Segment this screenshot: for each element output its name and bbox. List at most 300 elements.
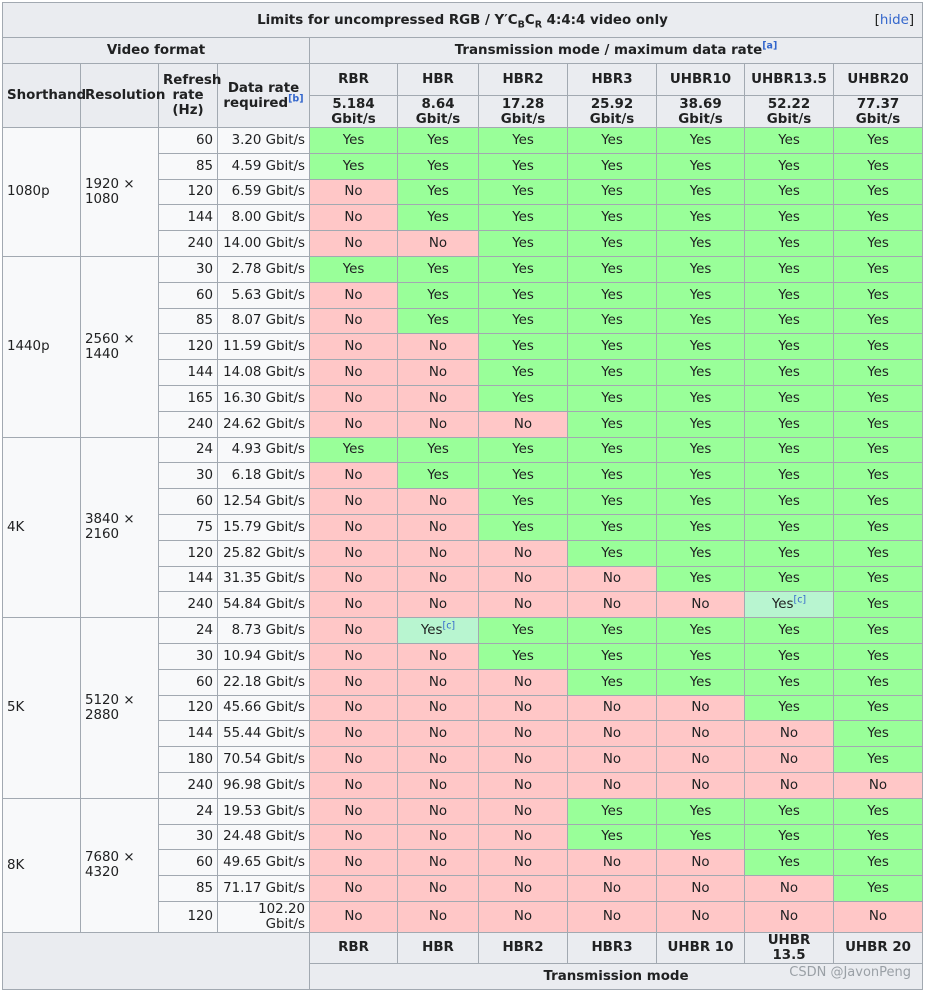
support-yes-cell: Yes	[568, 153, 657, 179]
refresh-rate-cell: 144	[159, 205, 218, 231]
data-rate-cell: 6.59 Gbit/s	[218, 179, 310, 205]
support-yes-cell: Yes	[479, 179, 568, 205]
support-yes-cell: Yes	[834, 824, 923, 850]
support-yes-cell: Yes	[834, 540, 923, 566]
support-no-cell: No	[398, 489, 479, 515]
support-no-cell: No	[479, 721, 568, 747]
table-row	[3, 798, 923, 824]
support-yes-cell: Yes	[745, 308, 834, 334]
support-yes-cell: Yes	[568, 643, 657, 669]
support-yes-cell: Yes	[657, 514, 745, 540]
support-no-cell: No	[398, 592, 479, 618]
shorthand-cell: 1080p	[3, 128, 81, 257]
support-no-cell: No	[310, 643, 398, 669]
support-yes-cell: Yes	[834, 231, 923, 257]
support-yes-cell: Yes	[834, 282, 923, 308]
refresh-rate-cell: 24	[159, 618, 218, 644]
data-rate-cell: 3.20 Gbit/s	[218, 128, 310, 154]
note-a-link[interactable]: [a]	[762, 40, 778, 52]
table-row	[3, 618, 923, 644]
support-yes-cell: Yes	[745, 463, 834, 489]
mode-name-uhbr10: UHBR10	[657, 64, 745, 96]
support-yes-cell: Yes	[398, 205, 479, 231]
support-yes-cell: Yes	[745, 798, 834, 824]
support-no-cell: No	[398, 360, 479, 386]
refresh-rate-cell: 60	[159, 489, 218, 515]
data-rate-cell: 14.08 Gbit/s	[218, 360, 310, 386]
support-no-cell: No	[310, 463, 398, 489]
refresh-rate-cell: 144	[159, 566, 218, 592]
support-no-cell: No	[479, 747, 568, 773]
support-no-cell: No	[310, 747, 398, 773]
mode-rate-rbr: 5.184 Gbit/s	[310, 96, 398, 128]
support-no-cell: No	[479, 772, 568, 798]
support-no-cell: No	[479, 901, 568, 932]
support-no-cell: No	[568, 695, 657, 721]
support-yes-cell: Yes	[834, 695, 923, 721]
data-rate-cell: 14.00 Gbit/s	[218, 231, 310, 257]
support-yes-cell: Yes	[479, 231, 568, 257]
support-no-cell: No	[479, 695, 568, 721]
support-no-cell: No	[310, 282, 398, 308]
support-yes-cell: Yes	[657, 489, 745, 515]
support-yes-cell: Yes	[398, 179, 479, 205]
support-yes-cell: Yes	[479, 643, 568, 669]
support-no-cell: No	[310, 540, 398, 566]
footer-transmission-label: Transmission mode	[310, 963, 923, 989]
support-yes-cell: Yes	[657, 643, 745, 669]
support-yes-cell: Yes	[568, 437, 657, 463]
refresh-rate-cell: 144	[159, 721, 218, 747]
note-c	[442, 621, 455, 632]
refresh-rate-cell: 120	[159, 901, 218, 932]
support-yes-cell: Yes	[745, 282, 834, 308]
support-yes-cell: Yes	[834, 411, 923, 437]
support-no-cell: No	[310, 566, 398, 592]
support-yes-cell: Yes	[479, 463, 568, 489]
transmission-mode-header: Transmission mode / maximum data rate[a]	[310, 38, 923, 64]
note-c-link[interactable]: [c]	[793, 594, 807, 606]
watermark: CSDN @JavonPeng	[789, 965, 911, 980]
shorthand-cell: 8K	[3, 798, 81, 932]
support-yes-cell: Yes	[657, 282, 745, 308]
support-yes-cell: Yes	[657, 437, 745, 463]
support-yes-cell: Yes	[834, 128, 923, 154]
support-yes-cell: Yes	[657, 231, 745, 257]
shorthand-cell: 5K	[3, 618, 81, 799]
support-no-cell: No	[398, 747, 479, 773]
refresh-rate-cell: 120	[159, 695, 218, 721]
support-yes-cell: Yes	[568, 334, 657, 360]
support-yes-cell: Yes	[834, 179, 923, 205]
support-yes-cell: Yes	[657, 385, 745, 411]
refresh-rate-cell: 24	[159, 437, 218, 463]
refresh-rate-cell: 85	[159, 308, 218, 334]
support-yes-cell: Yes	[834, 360, 923, 386]
support-yes-cell: Yes	[834, 618, 923, 644]
support-no-cell: No	[398, 876, 479, 902]
support-yes-cell: Yes	[657, 256, 745, 282]
resolution-cell: 2560 × 1440	[81, 256, 159, 437]
support-no-cell: No	[657, 772, 745, 798]
support-yes-cell: Yes	[834, 437, 923, 463]
compatibility-table	[2, 2, 923, 990]
support-yes-cell: Yes	[479, 514, 568, 540]
footer-mode-4: UHBR 10	[657, 932, 745, 963]
support-yes-cell: Yes	[568, 798, 657, 824]
data-rate-cell: 54.84 Gbit/s	[218, 592, 310, 618]
support-yes-cell: Yes	[657, 360, 745, 386]
support-yes-cell: Yes	[657, 205, 745, 231]
support-no-cell: No	[479, 798, 568, 824]
refresh-rate-cell: 30	[159, 824, 218, 850]
support-yes-cell: Yes	[479, 205, 568, 231]
support-no-cell: No	[398, 514, 479, 540]
support-yes-cell: Yes	[568, 514, 657, 540]
refresh-rate-cell: 120	[159, 334, 218, 360]
refresh-rate-cell: 30	[159, 643, 218, 669]
support-yes-cell: Yes	[568, 179, 657, 205]
support-yes-cell: Yes	[834, 747, 923, 773]
data-rate-cell: 2.78 Gbit/s	[218, 256, 310, 282]
data-rate-cell: 22.18 Gbit/s	[218, 669, 310, 695]
data-rate-cell: 8.00 Gbit/s	[218, 205, 310, 231]
support-yes-cell: Yes	[479, 334, 568, 360]
resolution-cell: 7680 × 4320	[81, 798, 159, 932]
title-text: Limits for uncompressed RGB / $Y'C_BC_R$ 4:4:4 video only	[257, 12, 668, 31]
data-rate-cell: 11.59 Gbit/s	[218, 334, 310, 360]
resolution-header: Resolution	[81, 64, 159, 128]
support-yes-cell: Yes	[657, 308, 745, 334]
shorthand-header: Shorthand	[3, 64, 81, 128]
table-title	[3, 3, 923, 38]
support-yes-cell: Yes	[834, 463, 923, 489]
support-no-cell: No	[568, 850, 657, 876]
support-yes-cell: Yes	[745, 643, 834, 669]
support-no-cell: No	[398, 695, 479, 721]
support-yes-cell: Yes	[745, 385, 834, 411]
refresh-rate-cell: 240	[159, 592, 218, 618]
support-no-cell: No	[657, 747, 745, 773]
mode-name-hbr3: HBR3	[568, 64, 657, 96]
support-no-cell: No	[310, 618, 398, 644]
data-rate-cell: 102.20 Gbit/s	[218, 901, 310, 932]
support-no-cell: No	[398, 824, 479, 850]
support-yes-cell: Yes	[657, 179, 745, 205]
support-yes-cell: Yes	[834, 514, 923, 540]
support-no-cell: No	[745, 747, 834, 773]
conditional-yes-label: Yes	[771, 597, 794, 613]
refresh-rate-cell: 120	[159, 540, 218, 566]
support-yes-cell: Yes	[568, 489, 657, 515]
support-no-cell: No	[479, 540, 568, 566]
support-yes-cell: Yes	[745, 514, 834, 540]
support-yes-cell: Yes	[834, 308, 923, 334]
support-yes-cell: Yes	[834, 566, 923, 592]
support-no-cell: No	[568, 566, 657, 592]
support-no-cell: No	[310, 205, 398, 231]
support-no-cell: No	[479, 411, 568, 437]
support-yes-cell: Yes	[745, 205, 834, 231]
support-no-cell: No	[745, 876, 834, 902]
support-yes-cell: Yes	[745, 669, 834, 695]
support-yes-cell: Yes	[834, 721, 923, 747]
support-no-cell: No	[834, 772, 923, 798]
support-yes-cell: Yes	[657, 411, 745, 437]
support-no-cell: No	[568, 901, 657, 932]
support-yes-cell: Yes	[479, 256, 568, 282]
footer-mode-0: RBR	[310, 932, 398, 963]
support-no-cell: No	[398, 643, 479, 669]
support-no-cell: No	[398, 669, 479, 695]
support-yes-cell: Yes	[568, 540, 657, 566]
data-rate-header: Data rate required[b]	[218, 64, 310, 128]
footer-blank	[3, 932, 310, 989]
data-rate-cell: 8.73 Gbit/s	[218, 618, 310, 644]
data-rate-cell: 25.82 Gbit/s	[218, 540, 310, 566]
support-yes-cell: Yes	[745, 360, 834, 386]
mode-rate-uhbr13-5: 52.22 Gbit/s	[745, 96, 834, 128]
data-rate-cell: 96.98 Gbit/s	[218, 772, 310, 798]
support-yes-cell: Yes	[398, 282, 479, 308]
shorthand-cell: 1440p	[3, 256, 81, 437]
support-yes-cell: Yes	[398, 437, 479, 463]
data-rate-cell: 71.17 Gbit/s	[218, 876, 310, 902]
support-yes-cell: Yes	[398, 153, 479, 179]
support-yes-cell: Yes	[398, 308, 479, 334]
data-rate-cell: 4.93 Gbit/s	[218, 437, 310, 463]
support-no-cell: No	[479, 592, 568, 618]
support-yes-cell: Yes	[568, 256, 657, 282]
support-yes-cell: Yes	[834, 489, 923, 515]
support-yes-cell: Yes	[745, 128, 834, 154]
refresh-rate-cell: 144	[159, 360, 218, 386]
support-no-cell: No	[398, 411, 479, 437]
support-yes-cell: Yes	[745, 411, 834, 437]
refresh-rate-cell: 60	[159, 669, 218, 695]
support-yes-cell: Yes	[479, 308, 568, 334]
data-rate-cell: 19.53 Gbit/s	[218, 798, 310, 824]
support-no-cell: No	[398, 566, 479, 592]
resolution-cell: 1920 × 1080	[81, 128, 159, 257]
support-no-cell: No	[568, 876, 657, 902]
support-yes-cell: Yes	[657, 540, 745, 566]
hide-link[interactable]: hide	[879, 13, 909, 28]
support-yes-cell: Yes	[479, 153, 568, 179]
support-no-cell: No	[310, 772, 398, 798]
support-yes-cell: Yes	[834, 256, 923, 282]
hide-toggle: [hide]	[874, 13, 915, 28]
support-yes-cell: Yes	[310, 128, 398, 154]
resolution-cell: 3840 × 2160	[81, 437, 159, 618]
support-yes-cell: Yes	[834, 385, 923, 411]
mode-rate-hbr: 8.64 Gbit/s	[398, 96, 479, 128]
refresh-rate-cell: 60	[159, 282, 218, 308]
support-yes-cell: Yes	[745, 850, 834, 876]
refresh-rate-cell: 30	[159, 256, 218, 282]
table-row	[3, 256, 923, 282]
support-no-cell: No	[568, 721, 657, 747]
mode-rate-hbr3: 25.92 Gbit/s	[568, 96, 657, 128]
support-no-cell: No	[745, 721, 834, 747]
data-rate-cell: 24.62 Gbit/s	[218, 411, 310, 437]
support-no-cell: No	[310, 308, 398, 334]
support-no-cell: No	[310, 721, 398, 747]
support-no-cell: No	[568, 592, 657, 618]
support-yes-cell: Yes	[657, 798, 745, 824]
support-yes-cell: Yes	[568, 282, 657, 308]
support-yes-cell: Yes	[568, 669, 657, 695]
support-no-cell: No	[310, 231, 398, 257]
support-yes-cell: Yes	[657, 334, 745, 360]
support-yes-cell: Yes	[834, 334, 923, 360]
support-yes-cell: Yes	[479, 437, 568, 463]
support-no-cell: No	[479, 850, 568, 876]
support-no-cell: No	[657, 876, 745, 902]
mode-rate-hbr2: 17.28 Gbit/s	[479, 96, 568, 128]
support-no-cell: No	[568, 747, 657, 773]
support-no-cell: No	[310, 901, 398, 932]
support-no-cell: No	[310, 669, 398, 695]
data-rate-cell: 24.48 Gbit/s	[218, 824, 310, 850]
data-rate-cell: 45.66 Gbit/s	[218, 695, 310, 721]
support-no-cell: No	[310, 695, 398, 721]
support-yes-cell: Yes	[568, 463, 657, 489]
footer-mode-3: HBR3	[568, 932, 657, 963]
support-no-cell: No	[310, 850, 398, 876]
support-no-cell: No	[479, 876, 568, 902]
support-yes-cell: Yes	[568, 618, 657, 644]
refresh-rate-cell: 75	[159, 514, 218, 540]
table-row	[3, 437, 923, 463]
support-yes-cell: Yes	[834, 850, 923, 876]
support-yes-cell: Yes	[745, 437, 834, 463]
support-yes-cell: Yes	[745, 824, 834, 850]
support-yes-cell: Yes	[657, 128, 745, 154]
support-no-cell: No	[398, 772, 479, 798]
data-rate-cell: 55.44 Gbit/s	[218, 721, 310, 747]
data-rate-cell: 15.79 Gbit/s	[218, 514, 310, 540]
refresh-rate-header: Refresh rate (Hz)	[159, 64, 218, 128]
conditional-yes-label: Yes	[420, 623, 443, 639]
footer-mode-2: HBR2	[479, 932, 568, 963]
support-yes-cell: Yes	[657, 463, 745, 489]
data-rate-cell: 10.94 Gbit/s	[218, 643, 310, 669]
support-yes-cell: Yes	[310, 153, 398, 179]
data-rate-cell: 8.07 Gbit/s	[218, 308, 310, 334]
data-rate-cell: 5.63 Gbit/s	[218, 282, 310, 308]
support-no-cell: No	[310, 334, 398, 360]
support-no-cell: No	[398, 721, 479, 747]
support-no-cell: No	[398, 231, 479, 257]
support-no-cell: No	[310, 592, 398, 618]
support-no-cell: No	[657, 901, 745, 932]
support-yes-cell: Yes	[568, 360, 657, 386]
footer-mode-6: UHBR 20	[834, 932, 923, 963]
footer-mode-5: UHBR 13.5	[745, 932, 834, 963]
support-no-cell: No	[745, 772, 834, 798]
support-yes-cell: Yes	[479, 282, 568, 308]
support-no-cell: No	[310, 824, 398, 850]
support-yes-cell: Yes	[310, 256, 398, 282]
note-b-link[interactable]: [b]	[288, 93, 304, 105]
refresh-rate-cell: 180	[159, 747, 218, 773]
support-yes-cell: Yes	[745, 489, 834, 515]
mode-rate-uhbr20: 77.37 Gbit/s	[834, 96, 923, 128]
support-conditional-cell	[398, 618, 479, 644]
support-no-cell: No	[657, 695, 745, 721]
support-yes-cell: Yes	[479, 128, 568, 154]
support-yes-cell: Yes	[745, 618, 834, 644]
support-no-cell: No	[398, 334, 479, 360]
support-no-cell: No	[398, 850, 479, 876]
support-yes-cell: Yes	[657, 669, 745, 695]
note-c-link[interactable]: [c]	[442, 620, 456, 632]
refresh-rate-cell: 240	[159, 231, 218, 257]
data-rate-cell: 31.35 Gbit/s	[218, 566, 310, 592]
refresh-rate-cell: 60	[159, 128, 218, 154]
table-row	[3, 128, 923, 154]
support-yes-cell: Yes	[834, 798, 923, 824]
support-yes-cell: Yes	[834, 592, 923, 618]
refresh-rate-cell: 85	[159, 876, 218, 902]
footer-mode-1: HBR	[398, 932, 479, 963]
support-yes-cell: Yes	[745, 256, 834, 282]
support-yes-cell: Yes	[479, 489, 568, 515]
support-yes-cell: Yes	[657, 824, 745, 850]
support-yes-cell: Yes	[568, 231, 657, 257]
support-yes-cell: Yes	[398, 256, 479, 282]
mode-name-uhbr20: UHBR20	[834, 64, 923, 96]
support-no-cell: No	[657, 721, 745, 747]
data-rate-cell: 6.18 Gbit/s	[218, 463, 310, 489]
support-no-cell: No	[568, 772, 657, 798]
support-yes-cell: Yes	[745, 540, 834, 566]
support-no-cell: No	[310, 179, 398, 205]
support-no-cell: No	[398, 540, 479, 566]
support-yes-cell: Yes	[745, 334, 834, 360]
support-yes-cell: Yes	[745, 566, 834, 592]
refresh-rate-cell: 24	[159, 798, 218, 824]
support-yes-cell: Yes	[479, 385, 568, 411]
support-no-cell: No	[398, 901, 479, 932]
support-no-cell: No	[310, 411, 398, 437]
data-rate-cell: 70.54 Gbit/s	[218, 747, 310, 773]
support-yes-cell: Yes	[568, 411, 657, 437]
note-c	[793, 595, 806, 606]
mode-name-hbr2: HBR2	[479, 64, 568, 96]
support-no-cell: No	[745, 901, 834, 932]
support-no-cell: No	[657, 850, 745, 876]
refresh-rate-cell: 60	[159, 850, 218, 876]
refresh-rate-cell: 165	[159, 385, 218, 411]
support-yes-cell: Yes	[657, 618, 745, 644]
mode-name-uhbr13-5: UHBR13.5	[745, 64, 834, 96]
support-no-cell: No	[310, 385, 398, 411]
support-no-cell: No	[657, 592, 745, 618]
support-yes-cell: Yes	[745, 179, 834, 205]
support-yes-cell: Yes	[568, 824, 657, 850]
support-no-cell: No	[310, 489, 398, 515]
data-rate-cell: 4.59 Gbit/s	[218, 153, 310, 179]
support-yes-cell: Yes	[834, 643, 923, 669]
support-no-cell: No	[398, 798, 479, 824]
video-format-header: Video format	[3, 38, 310, 64]
support-no-cell: No	[479, 669, 568, 695]
mode-name-hbr: HBR	[398, 64, 479, 96]
support-yes-cell: Yes	[568, 385, 657, 411]
support-yes-cell: Yes	[398, 463, 479, 489]
